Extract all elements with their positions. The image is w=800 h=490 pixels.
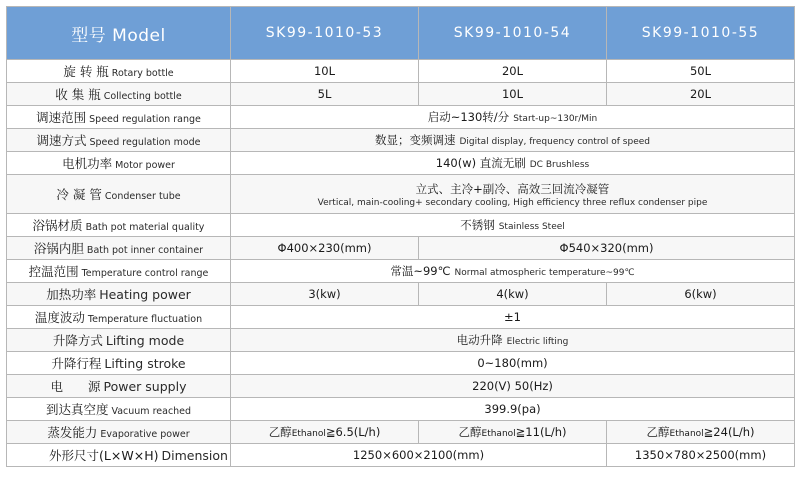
value-cell: 399.9(pa) xyxy=(231,398,795,421)
row-label xyxy=(7,129,231,152)
label-cn: 调速范围 xyxy=(36,110,87,125)
value-cn: 乙醇 xyxy=(268,425,292,439)
value-cell: 20L xyxy=(607,83,795,106)
value-cell xyxy=(231,175,795,214)
value-cell: 20L xyxy=(419,60,607,83)
label-en: Bath pot inner container xyxy=(86,245,204,256)
label-en: Heating power xyxy=(99,287,191,302)
value-cell: 10L xyxy=(419,83,607,106)
label-en: Evaporative power xyxy=(100,429,190,440)
label-cn: 升降方式 xyxy=(52,333,103,348)
value-cell xyxy=(231,152,795,175)
label-cn: 浴锅材质 xyxy=(32,218,83,233)
value-cell: 6(kw) xyxy=(607,283,795,306)
row-rotary-bottle xyxy=(7,60,795,83)
row-label xyxy=(7,398,231,421)
label-cn: 旋 转 瓶 xyxy=(63,64,109,79)
label-en: Collecting bottle xyxy=(103,91,182,102)
value-cn: 电动升降 xyxy=(456,333,503,347)
header-row xyxy=(7,7,795,60)
label-en: Speed regulation range xyxy=(89,114,201,125)
value-cn: 140(w) 直流无刷 xyxy=(435,156,526,170)
row-label xyxy=(7,421,231,444)
row-vacuum-reached xyxy=(7,398,795,421)
row-label xyxy=(7,83,231,106)
value-cell xyxy=(231,329,795,352)
value-en: Ethanol xyxy=(669,429,704,439)
row-label xyxy=(7,175,231,214)
value-cell xyxy=(419,421,607,444)
row-lifting-mode xyxy=(7,329,795,352)
label-en: Lifting mode xyxy=(105,333,185,348)
label-cn: 电 源 xyxy=(50,379,101,394)
row-temp-fluctuation xyxy=(7,306,795,329)
label-en: Bath pot material quality xyxy=(85,222,205,233)
label-en: Lifting stroke xyxy=(104,356,186,371)
value-cn: 常温~99℃ xyxy=(390,264,451,278)
value-cn: 乙醇 xyxy=(458,425,482,439)
label-cn: 加热功率 xyxy=(46,287,97,302)
label-en: Speed regulation mode xyxy=(89,137,201,148)
value-en: Ethanol xyxy=(481,429,516,439)
value-cell: 1250×600×2100(mm) xyxy=(231,444,607,467)
model-col-1: SK99-1010-53 xyxy=(231,7,419,60)
value-cell xyxy=(231,421,419,444)
row-label xyxy=(7,444,231,467)
label-cn: 冷 凝 管 xyxy=(56,187,102,202)
value-cell: 0~180(mm) xyxy=(231,352,795,375)
value-cell: 1350×780×2500(mm) xyxy=(607,444,795,467)
value-cell xyxy=(231,260,795,283)
row-label xyxy=(7,283,231,306)
value-cell xyxy=(231,214,795,237)
value-en: Electric lifting xyxy=(506,337,569,347)
value-num: ≧11(L/h) xyxy=(515,425,567,439)
row-label xyxy=(7,306,231,329)
row-label xyxy=(7,237,231,260)
row-motor-power xyxy=(7,152,795,175)
row-bath-pot-material xyxy=(7,214,795,237)
row-dimension xyxy=(7,444,795,467)
row-label xyxy=(7,214,231,237)
model-header-label: 型号 Model xyxy=(7,7,231,60)
row-label xyxy=(7,106,231,129)
value-cell xyxy=(231,106,795,129)
value-cell: Φ400×230(mm) xyxy=(231,237,419,260)
value-en: Start-up~130r/Min xyxy=(513,114,598,124)
label-cn: 升降行程 xyxy=(51,356,102,371)
row-speed-range xyxy=(7,106,795,129)
row-collecting-bottle xyxy=(7,83,795,106)
value-cell: Φ540×320(mm) xyxy=(419,237,795,260)
value-en: DC Brushless xyxy=(529,160,590,170)
label-en: Vacuum reached xyxy=(111,406,192,417)
label-cn: 浴锅内胆 xyxy=(33,241,84,256)
row-bath-pot-inner xyxy=(7,237,795,260)
label-en: Dimension xyxy=(161,448,228,463)
row-condenser-tube xyxy=(7,175,795,214)
value-en: Ethanol xyxy=(291,429,326,439)
label-en: Rotary bottle xyxy=(111,68,174,79)
label-cn: 控温范围 xyxy=(28,264,79,279)
value-en: Normal atmospheric temperature~99℃ xyxy=(454,268,635,278)
value-cell xyxy=(607,421,795,444)
row-label xyxy=(7,375,231,398)
row-speed-mode xyxy=(7,129,795,152)
label-cn: 调速方式 xyxy=(36,133,87,148)
value-cell: 50L xyxy=(607,60,795,83)
row-temp-range xyxy=(7,260,795,283)
value-cell: 3(kw) xyxy=(231,283,419,306)
value-cn: 启动~130转/分 xyxy=(427,110,510,124)
value-cell: 5L xyxy=(231,83,419,106)
model-col-2: SK99-1010-54 xyxy=(419,7,607,60)
label-cn: 收 集 瓶 xyxy=(55,87,101,102)
value-cn: 不锈钢 xyxy=(460,218,495,232)
label-en: Power supply xyxy=(103,379,187,394)
value-en: Vertical, main-cooling+ secondary cooling, High efficiency three reflux condenser pipe xyxy=(317,197,708,208)
row-label xyxy=(7,260,231,283)
row-lifting-stroke xyxy=(7,352,795,375)
label-en: Condenser tube xyxy=(104,191,181,202)
label-en: Motor power xyxy=(115,160,175,171)
value-num: ≧24(L/h) xyxy=(703,425,755,439)
value-en: Digital display, frequency control of speed xyxy=(459,137,650,147)
row-label xyxy=(7,152,231,175)
value-cell xyxy=(231,129,795,152)
value-cn: 数显；变频调速 xyxy=(374,133,456,147)
value-cell: 4(kw) xyxy=(419,283,607,306)
row-heating-power xyxy=(7,283,795,306)
model-col-3: SK99-1010-55 xyxy=(607,7,795,60)
label-cn: 蒸发能力 xyxy=(47,425,98,440)
label-en: Temperature fluctuation xyxy=(87,314,203,325)
value-cell: 10L xyxy=(231,60,419,83)
label-cn: 外形尺寸(L×W×H) xyxy=(49,448,159,463)
row-label xyxy=(7,352,231,375)
row-label xyxy=(7,60,231,83)
label-cn: 到达真空度 xyxy=(45,402,109,417)
value-cell: 220(V) 50(Hz) xyxy=(231,375,795,398)
spec-table xyxy=(6,6,795,467)
value-cell: ±1 xyxy=(231,306,795,329)
row-evaporative-power xyxy=(7,421,795,444)
row-power-supply xyxy=(7,375,795,398)
value-cn: 乙醇 xyxy=(646,425,670,439)
row-label xyxy=(7,329,231,352)
label-cn: 电机功率 xyxy=(62,156,113,171)
value-num: ≧6.5(L/h) xyxy=(325,425,381,439)
label-cn: 温度波动 xyxy=(34,310,85,325)
label-en: Temperature control range xyxy=(81,268,209,279)
value-cn: 立式、主冷+副冷、高效三回流冷凝管 xyxy=(415,181,610,196)
value-en: Stainless Steel xyxy=(498,222,565,232)
